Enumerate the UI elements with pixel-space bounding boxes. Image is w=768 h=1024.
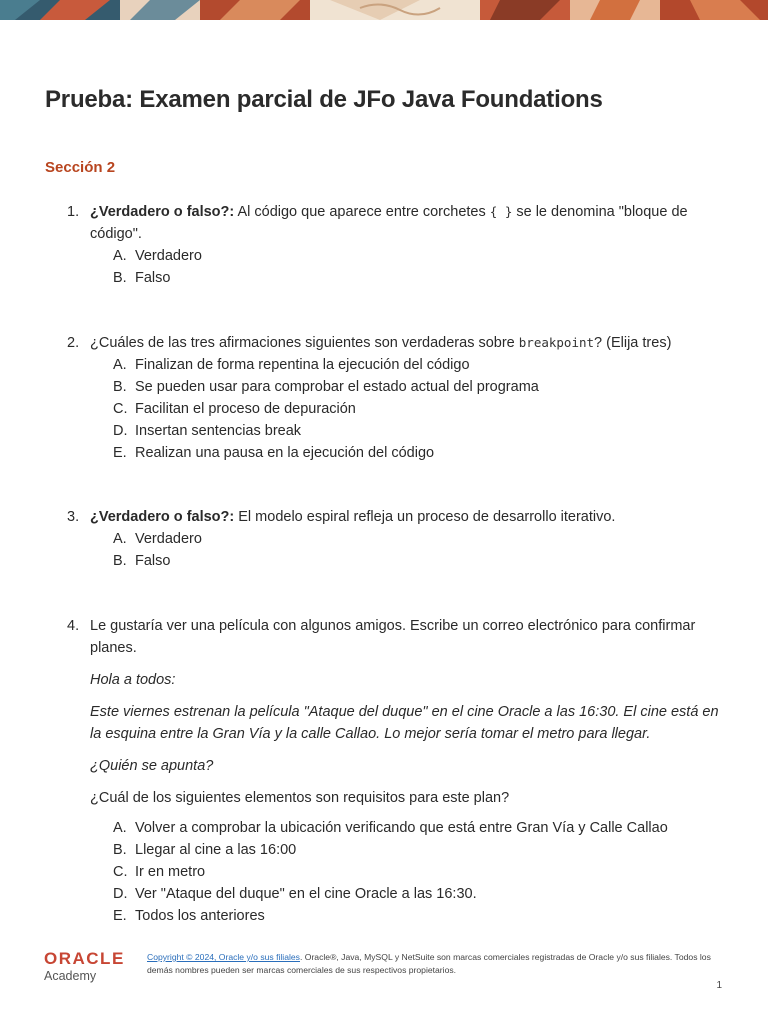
question-number: 1. bbox=[67, 204, 80, 220]
oracle-wordmark: ORACLE bbox=[44, 949, 125, 968]
option-b: B. Falso bbox=[113, 553, 171, 569]
question-prefix: ¿Verdadero o falso?: bbox=[90, 509, 235, 525]
option-b: B. Falso bbox=[113, 270, 171, 286]
question-1 bbox=[45, 201, 725, 289]
question-3 bbox=[45, 506, 725, 572]
page-number: 1 bbox=[716, 980, 722, 991]
option-e: E. Realizan una pausa en la ejecución del código bbox=[113, 445, 435, 461]
question-text: ¿Verdadero o falso?: El modelo espiral refleja un proceso de desarrollo iterativo. bbox=[90, 509, 616, 525]
option-list bbox=[113, 817, 725, 927]
option-e: E. Todos los anteriores bbox=[113, 908, 265, 924]
option-c: C. Facilitan el proceso de depuración bbox=[113, 401, 356, 417]
question-2 bbox=[45, 332, 725, 464]
question-number: 3. bbox=[67, 509, 80, 525]
option-list bbox=[113, 354, 725, 464]
copyright-notice: Copyright © 2024, Oracle y/o sus filiales. Oracle®, Java, MySQL y NetSuite son marcas comerciales registradas de Oracle y/o sus filiales. Todos los demás nombres pueden ser marcas comerciales de sus respectivos propietarios. bbox=[147, 952, 711, 975]
option-c: C. Ir en metro bbox=[113, 864, 206, 880]
option-d: D. Insertan sentencias break bbox=[113, 423, 302, 439]
question-text: ¿Verdadero o falso?: Al código que aparece entre corchetes { } se le denomina "bloque de código". bbox=[90, 204, 688, 242]
code-snippet: breakpoint bbox=[518, 335, 595, 350]
code-snippet: { } bbox=[489, 204, 513, 219]
section-heading: Sección 2 bbox=[45, 159, 116, 176]
page-title: Prueba: Examen parcial de JFo Java Foundations bbox=[45, 86, 603, 113]
option-a: A. Verdadero bbox=[113, 248, 202, 264]
option-a: A. Volver a comprobar la ubicación verificando que está entre Gran Vía y Calle Callao bbox=[113, 820, 668, 836]
option-a: A. Finalizan de forma repentina la ejecución del código bbox=[113, 357, 470, 373]
question-number: 4. bbox=[67, 618, 80, 634]
academy-label: Academy bbox=[44, 969, 97, 983]
email-greeting: Hola a todos: bbox=[90, 672, 176, 688]
option-list bbox=[113, 528, 725, 572]
option-d: D. Ver "Ataque del duque" en el cine Oracle a las 16:30. bbox=[113, 886, 477, 902]
option-list bbox=[113, 245, 725, 289]
question-number: 2. bbox=[67, 335, 80, 351]
header-banner bbox=[0, 0, 768, 20]
option-a: A. Verdadero bbox=[113, 531, 202, 547]
question-prefix: ¿Verdadero o falso?: bbox=[90, 204, 235, 220]
question-text: Le gustaría ver una película con algunos amigos. Escribe un correo electrónico para confirmar planes. bbox=[90, 618, 696, 656]
email-body: Este viernes estrenan la película "Ataque del duque" en el cine Oracle a las 16:30. El cine está en la esquina entre la Gran Vía y la calle Callao. Lo mejor sería tomar el metro para llegar. bbox=[90, 704, 719, 742]
option-b: B. Llegar al cine a las 16:00 bbox=[113, 842, 297, 858]
copyright-link[interactable]: Copyright © 2024, Oracle y/o sus filiales bbox=[147, 952, 300, 962]
question-4 bbox=[45, 615, 725, 927]
question-prompt: ¿Cuál de los siguientes elementos son requisitos para este plan? bbox=[90, 790, 510, 806]
option-b: B. Se pueden usar para comprobar el estado actual del programa bbox=[113, 379, 539, 395]
question-text: ¿Cuáles de las tres afirmaciones siguientes son verdaderas sobre breakpoint? (Elija tres) bbox=[90, 335, 672, 351]
email-question: ¿Quién se apunta? bbox=[90, 758, 214, 774]
oracle-academy-logo bbox=[44, 950, 125, 984]
